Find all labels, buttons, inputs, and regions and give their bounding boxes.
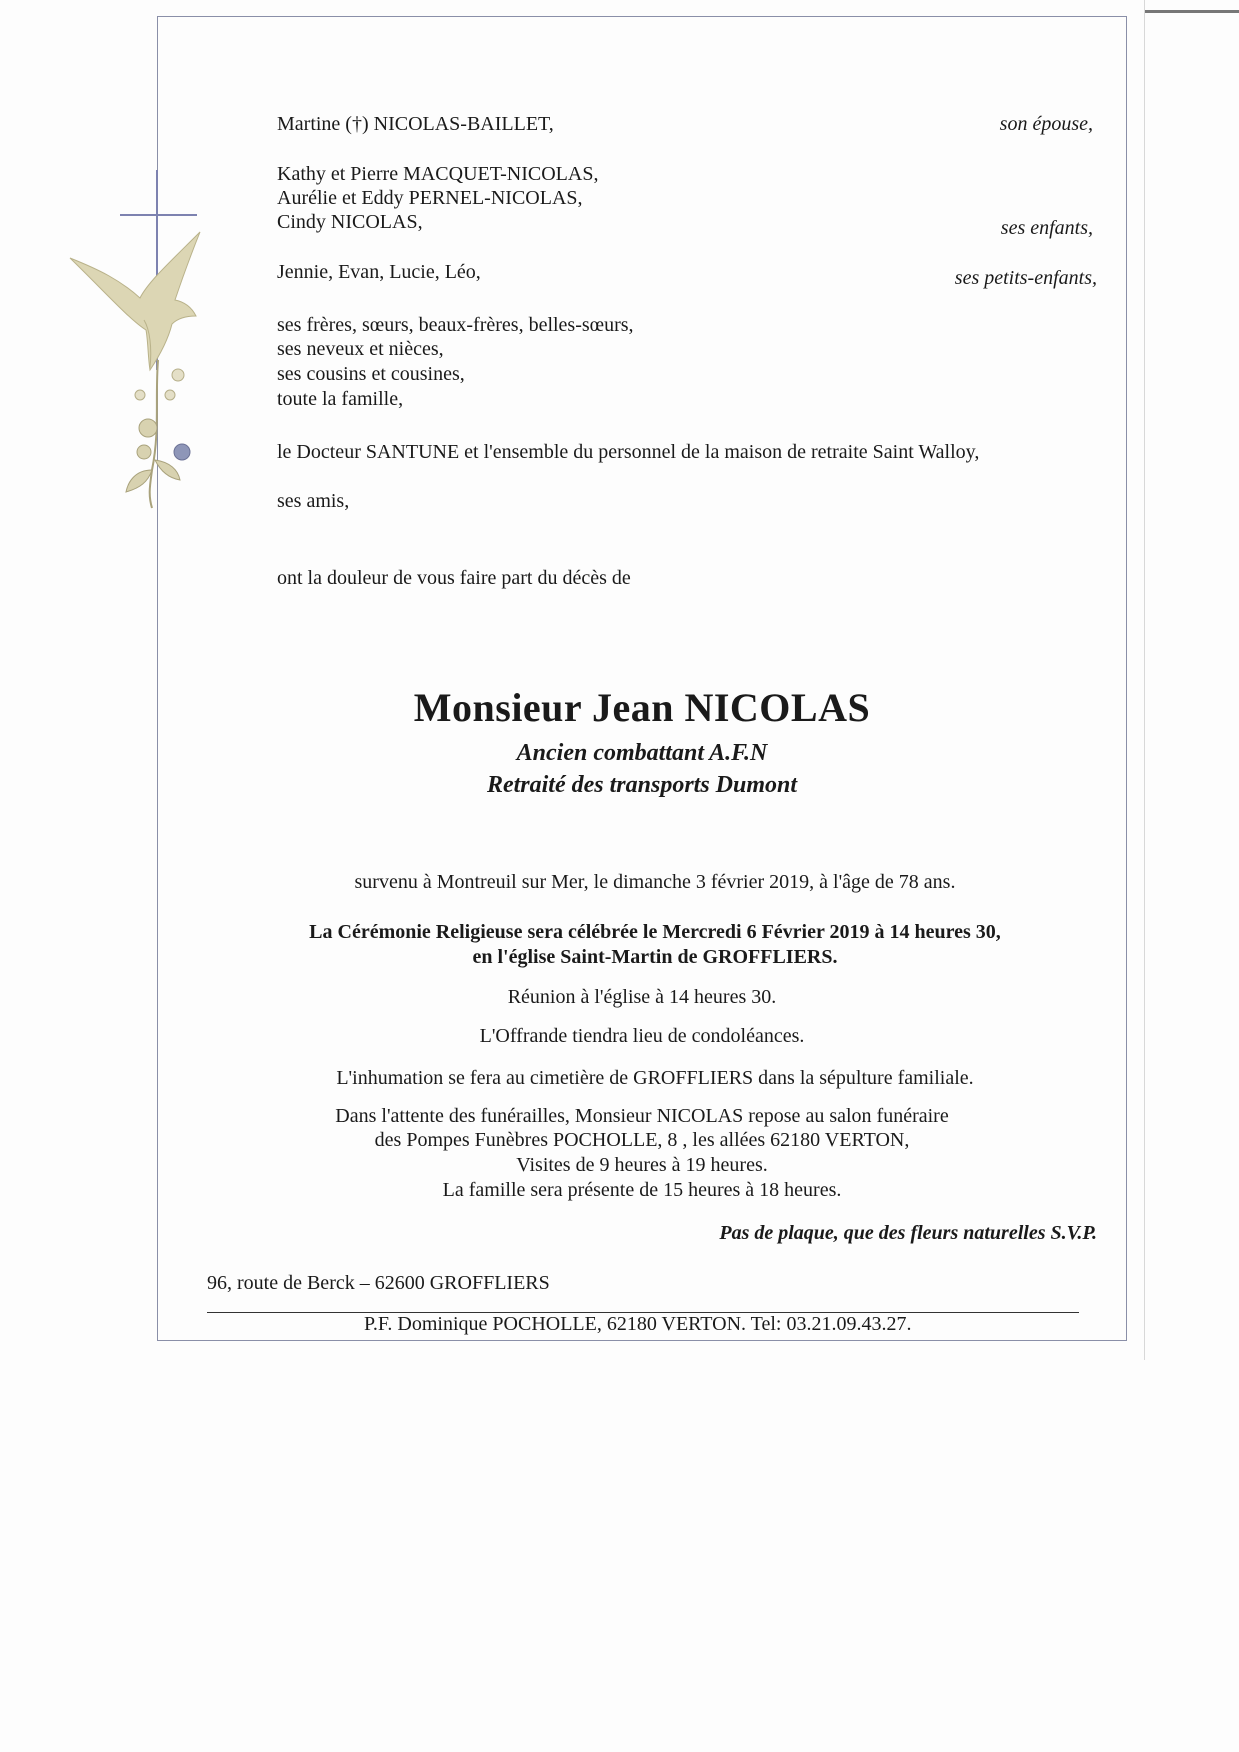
home-address: 96, route de Berck – 62600 GROFFLIERS — [207, 1272, 550, 1294]
relatives-line-1: ses frères, sœurs, beaux-frères, belles-sœurs, — [277, 314, 634, 336]
paper-fold-line — [1144, 0, 1145, 1360]
funeral-home-footer: P.F. Dominique POCHOLLE, 62180 VERTON. Tel: 03.21.09.43.27. — [364, 1313, 912, 1335]
meeting-line: Réunion à l'église à 14 heures 30. — [507, 986, 777, 1008]
friends-line: ses amis, — [277, 490, 350, 512]
spouse-role: son épouse, — [999, 113, 1093, 135]
deceased-title-2: Retraité des transports Dumont — [486, 772, 798, 798]
scan-edge-mark — [1144, 10, 1239, 13]
rest-line-1: Dans l'attente des funérailles, Monsieur NICOLAS repose au salon funéraire — [335, 1105, 949, 1127]
death-line: survenu à Montreuil sur Mer, le dimanche 3 février 2019, à l'âge de 78 ans. — [354, 871, 956, 893]
deceased-name: Monsieur Jean NICOLAS — [413, 685, 871, 730]
offering-line: L'Offrande tiendra lieu de condoléances. — [479, 1025, 805, 1047]
ceremony-line-2: en l'église Saint-Martin de GROFFLIERS. — [472, 946, 838, 968]
announcement-line: ont la douleur de vous faire part du décès de — [277, 567, 631, 589]
doctor-line: le Docteur SANTUNE et l'ensemble du personnel de la maison de retraite Saint Walloy, — [277, 441, 980, 463]
relatives-line-4: toute la famille, — [277, 388, 404, 410]
child-line-1: Kathy et Pierre MACQUET-NICOLAS, — [277, 163, 599, 185]
dove-cross-flower-icon — [60, 170, 210, 510]
child-line-2: Aurélie et Eddy PERNEL-NICOLAS, — [277, 187, 583, 209]
rest-line-4: La famille sera présente de 15 heures à 18 heures. — [442, 1179, 842, 1201]
ceremony-line-1: La Cérémonie Religieuse sera célébrée le Mercredi 6 Février 2019 à 14 heures 30, — [309, 921, 1001, 943]
relatives-line-2: ses neveux et nièces, — [277, 338, 444, 360]
children-role: ses enfants, — [1000, 217, 1093, 239]
grandchildren-role: ses petits-enfants, — [954, 267, 1097, 289]
child-line-3: Cindy NICOLAS, — [277, 211, 423, 233]
rest-line-2: des Pompes Funèbres POCHOLLE, 8 , les allées 62180 VERTON, — [374, 1129, 910, 1151]
spouse-name: Martine (†) NICOLAS-BAILLET, — [277, 113, 554, 135]
rest-line-3: Visites de 9 heures à 19 heures. — [516, 1154, 768, 1176]
deceased-title-1: Ancien combattant A.F.N — [516, 740, 768, 766]
burial-line: L'inhumation se fera au cimetière de GROFFLIERS dans la sépulture familiale. — [336, 1067, 974, 1089]
relatives-line-3: ses cousins et cousines, — [277, 363, 465, 385]
grandchildren-names: Jennie, Evan, Lucie, Léo, — [277, 261, 481, 283]
flowers-note: Pas de plaque, que des fleurs naturelles S.V.P. — [719, 1222, 1097, 1244]
